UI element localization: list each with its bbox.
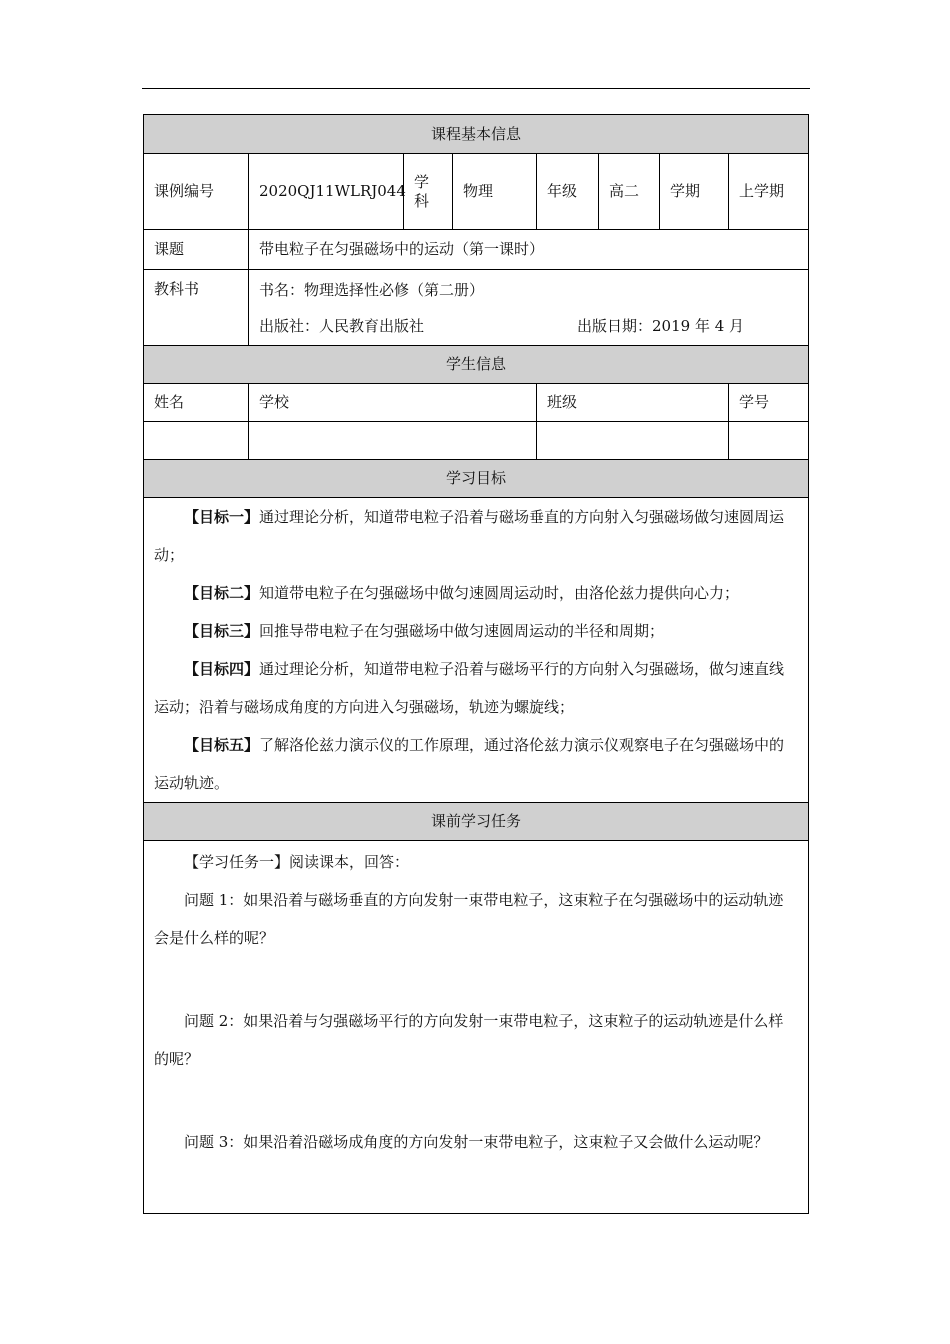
id-field[interactable] [729,422,809,460]
term-label: 学期 [660,154,729,230]
id-label: 学号 [729,384,809,422]
subject-label-line-1: 学 [414,172,430,191]
grade-label: 年级 [537,154,599,230]
book-name: 书名：物理选择性必修（第二册） [259,280,485,299]
class-field[interactable] [537,422,729,460]
topic-label: 课题 [144,230,249,270]
publisher: 出版社：人民教育出版社 [259,316,425,335]
subject-label-line-2: 科 [414,191,430,210]
question-2: 问题 2：如果沿着与匀强磁场平行的方向发射一束带电粒子，这束粒子的运动轨迹是什么样的呢？ [154,1012,784,1068]
goal-item: 【目标三】回推导带电粒子在匀强磁场中做匀速圆周运动的半径和周期； [184,622,665,640]
school-field[interactable] [249,422,537,460]
header-rule [142,88,810,89]
case-no-value: 2020QJ11WLRJ044 [249,154,404,230]
lesson-table [143,114,809,1214]
student-info-header: 学生信息 [144,346,809,384]
goal-item: 【目标二】知道带电粒子在匀强磁场中做匀速圆周运动时，由洛伦兹力提供向心力； [184,584,740,602]
name-label: 姓名 [144,384,249,422]
goal-item: 【目标四】通过理论分析，知道带电粒子沿着与磁场平行的方向射入匀强磁场，做匀速直线运动；沿着与磁场成角度的方向进入匀强磁场，轨迹为螺旋线； [154,660,785,716]
textbook-label: 教科书 [144,270,249,346]
class-label: 班级 [537,384,729,422]
goal-item: 【目标一】通过理论分析，知道带电粒子沿着与磁场垂直的方向射入匀强磁场做匀速圆周运动； [154,508,785,564]
goals-body [144,498,809,803]
question-1: 问题 1：如果沿着与磁场垂直的方向发射一束带电粒子，这束粒子在匀强磁场中的运动轨迹会是什么样的呢？ [154,891,784,947]
question-3: 问题 3：如果沿着沿磁场成角度的方向发射一束带电粒子，这束粒子又会做什么运动呢？ [184,1133,769,1151]
tasks-header: 课前学习任务 [144,803,809,841]
answer-space[interactable] [154,957,796,1002]
tasks-body [144,841,809,1214]
subject-label [404,154,453,230]
goal-item: 【目标五】了解洛伦兹力演示仪的工作原理，通过洛伦兹力演示仪观察电子在匀强磁场中的运动轨迹。 [154,736,785,792]
course-info-header: 课程基本信息 [144,115,809,154]
pub-date: 出版日期：2019 年 4 月 [577,316,745,335]
name-field[interactable] [144,422,249,460]
topic-value: 带电粒子在匀强磁场中的运动（第一课时） [249,230,809,270]
subject-value: 物理 [453,154,537,230]
goals-header: 学习目标 [144,460,809,498]
answer-space[interactable] [154,1078,796,1123]
textbook-info [249,270,809,346]
publisher-line [259,308,798,344]
school-label: 学校 [249,384,537,422]
task1-title: 【学习任务一】阅读课本，回答： [184,853,410,871]
case-no-label: 课例编号 [144,154,249,230]
term-value: 上学期 [729,154,809,230]
grade-value: 高二 [599,154,660,230]
